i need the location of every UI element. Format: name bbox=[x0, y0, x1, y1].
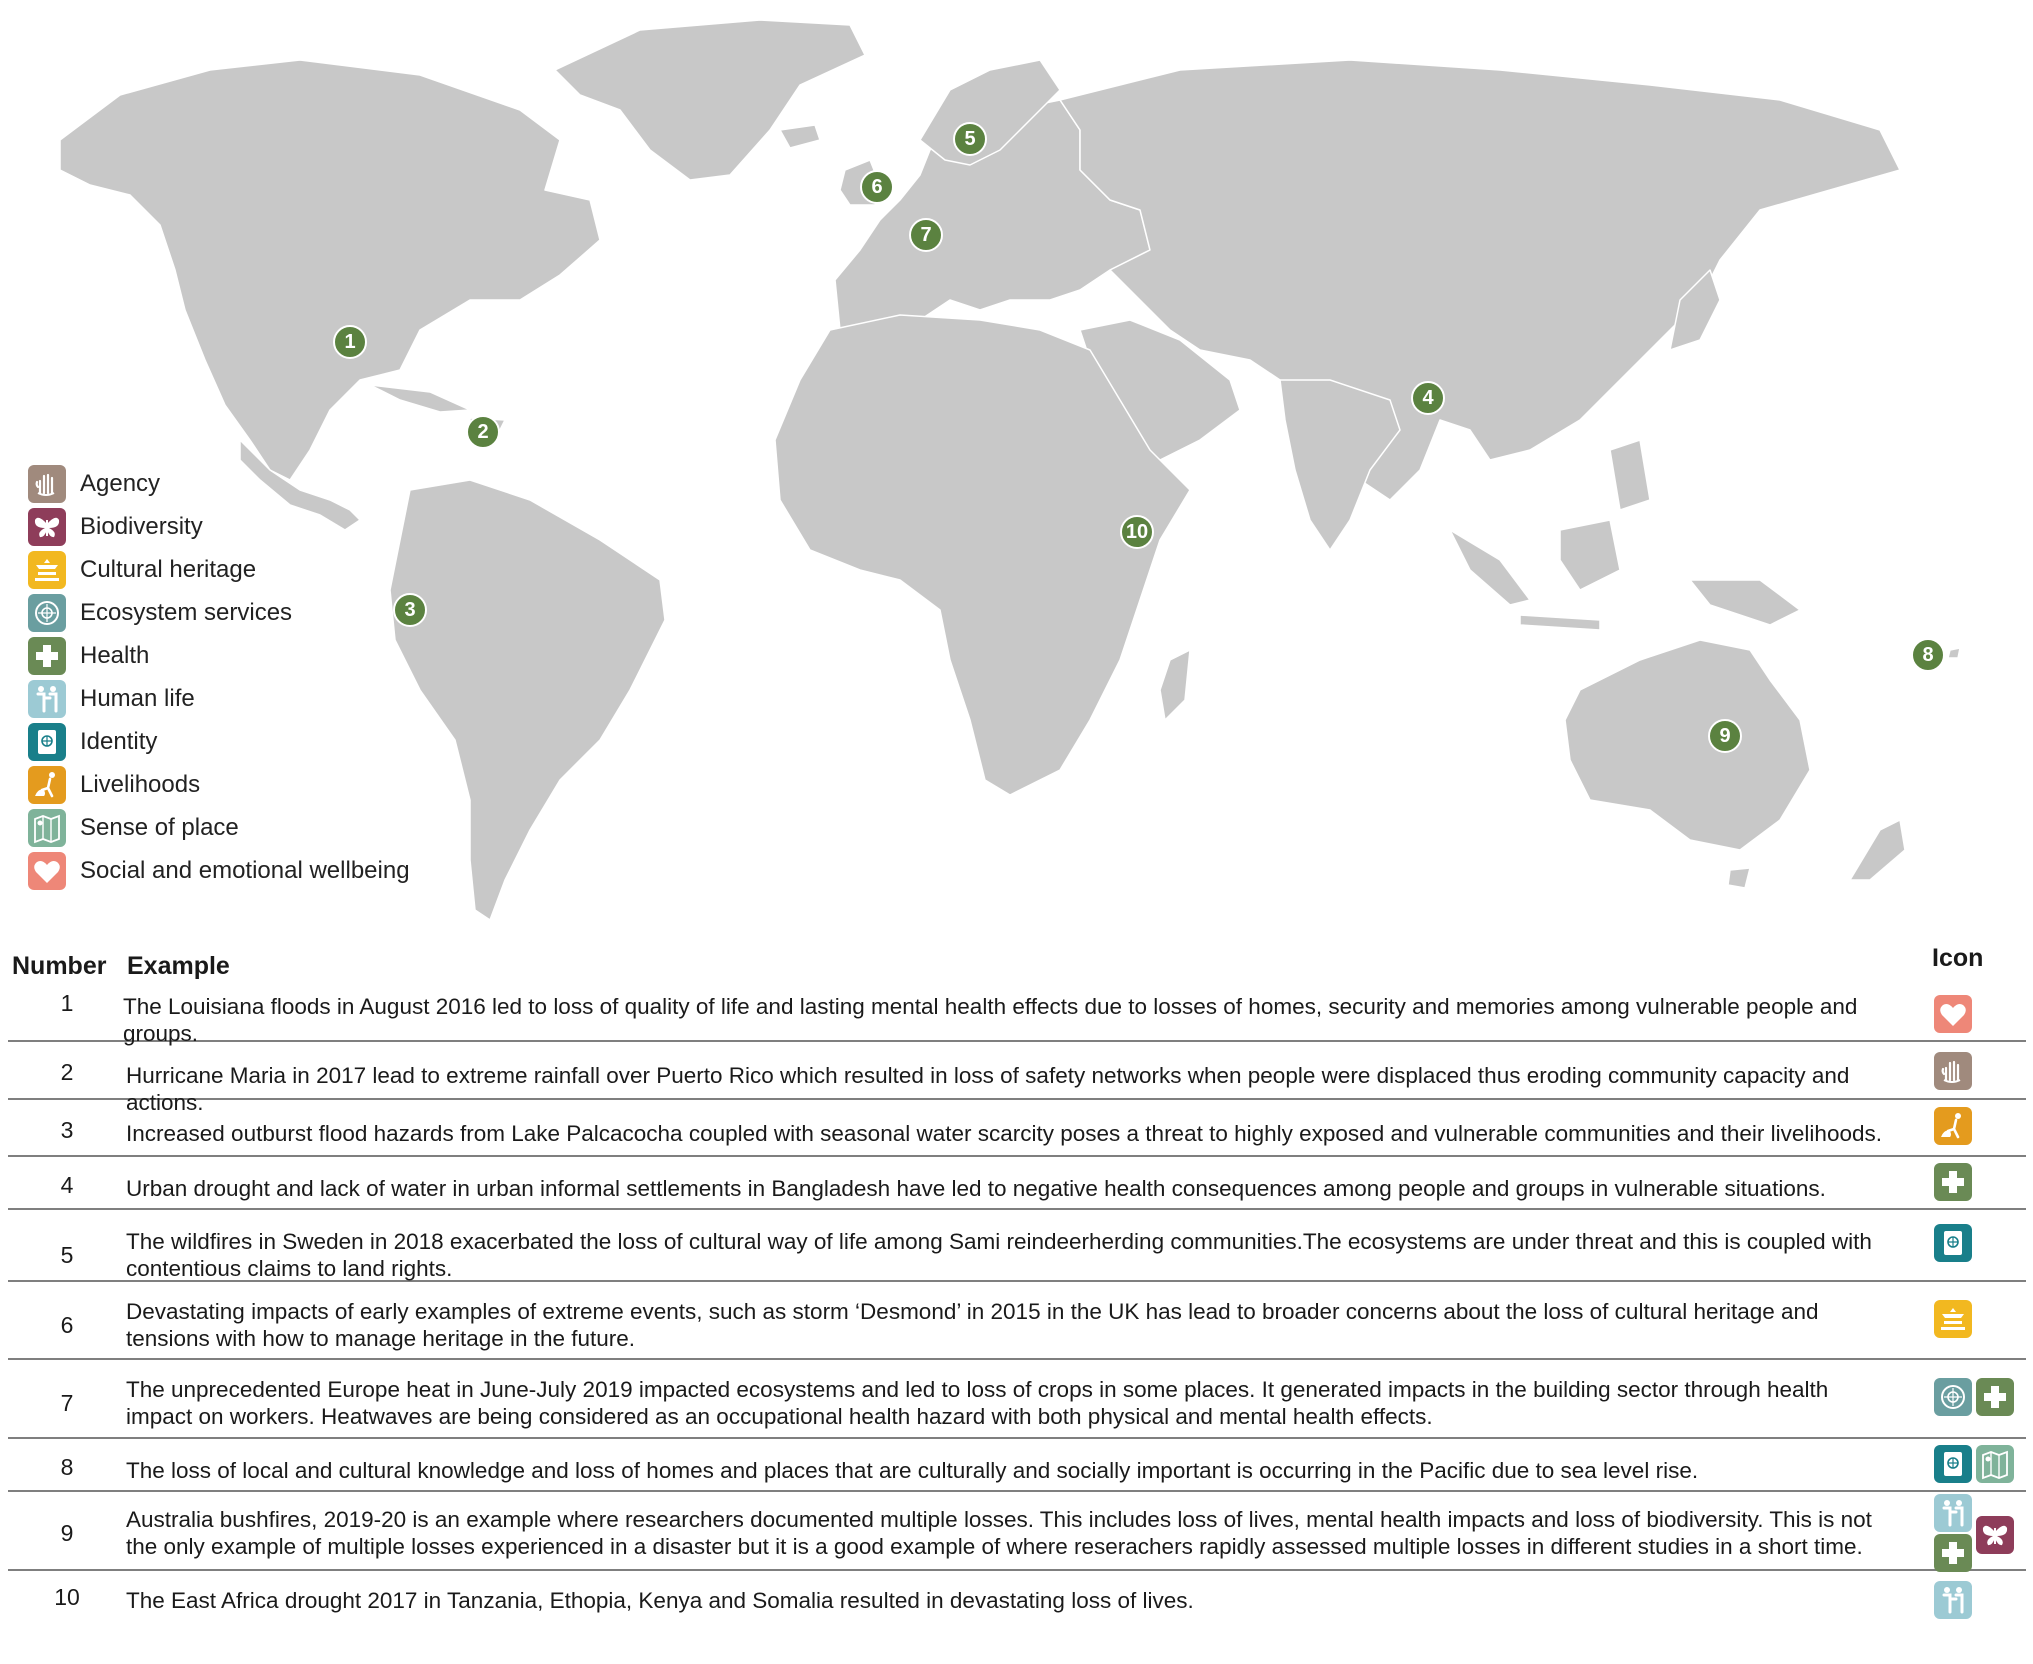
legend-label: Human life bbox=[80, 684, 195, 712]
identity-icon bbox=[1934, 1445, 1972, 1483]
ecosystem-services-icon bbox=[1934, 1378, 1972, 1416]
table-header-number: Number bbox=[12, 952, 107, 980]
table-row bbox=[8, 1358, 2026, 1439]
row-number: 6 bbox=[60, 1312, 74, 1338]
map-marker-3[interactable]: 3 bbox=[393, 593, 427, 627]
sumatra-island bbox=[1450, 530, 1530, 605]
row-number: 10 bbox=[54, 1584, 80, 1610]
legend-label: Health bbox=[80, 641, 150, 669]
legend-item-identity bbox=[28, 720, 410, 763]
row-number: 3 bbox=[60, 1117, 74, 1143]
map-marker-6[interactable]: 6 bbox=[860, 170, 894, 204]
table-row bbox=[8, 950, 2026, 1046]
row-number: 8 bbox=[60, 1454, 74, 1480]
table-row bbox=[8, 1490, 2026, 1571]
legend-item-agency bbox=[28, 462, 410, 505]
australia-landmass bbox=[1565, 640, 1810, 850]
java-island bbox=[1520, 615, 1600, 630]
cultural-heritage-icon bbox=[28, 551, 66, 589]
row-number: 4 bbox=[60, 1172, 74, 1198]
ecosystem-services-icon bbox=[28, 594, 66, 632]
legend-item-biodiversity bbox=[28, 505, 410, 548]
row-number: 7 bbox=[60, 1390, 74, 1416]
map-marker-2[interactable]: 2 bbox=[466, 415, 500, 449]
sense-of-place-icon bbox=[1976, 1445, 2014, 1483]
table-row bbox=[8, 1280, 2026, 1360]
row-example-text: The loss of local and cultural knowledge and loss of homes and places that are culturally and socially important is occurring in the Pacific due to sea level rise. bbox=[126, 1458, 1699, 1483]
human-life-icon bbox=[1934, 1581, 1972, 1619]
legend-item-human-life bbox=[28, 677, 410, 720]
human-life-icon bbox=[1934, 1494, 1972, 1532]
table-row bbox=[8, 1040, 2026, 1115]
social-wellbeing-icon bbox=[28, 852, 66, 890]
row-example-text: Urban drought and lack of water in urban informal settlements in Bangladesh have led to negative health consequences among people and groups in vulnerable situations. bbox=[126, 1176, 1826, 1201]
table-header-example: Example bbox=[127, 952, 230, 980]
row-example-text: Australia bushfires, 2019-20 is an example where researchers documented multiple losses. This includes loss of lives, mental health impacts and loss of biodiversity. This is not the only example of multiple losses experienced in a disaster but it is a good example of where reserachers rapidly assessed multiple losses in different studies in a short time. bbox=[126, 1507, 1872, 1559]
table-row bbox=[8, 1208, 2026, 1282]
legend-item-social-wellbeing bbox=[28, 849, 410, 892]
health-icon bbox=[1934, 1163, 1972, 1201]
row-number: 1 bbox=[60, 990, 74, 1016]
row-example-text: Devastating impacts of early examples of extreme events, such as storm ‘Desmond’ in 2015 in the UK has lead to broader concerns about the loss of cultural heritage and tensions with how to manage heritage in the future. bbox=[126, 1299, 1819, 1351]
new-zealand-island bbox=[1850, 820, 1905, 880]
human-life-icon bbox=[28, 680, 66, 718]
tasmania-island bbox=[1728, 868, 1750, 888]
legend-item-ecosystem-services bbox=[28, 591, 410, 634]
biodiversity-icon bbox=[28, 508, 66, 546]
row-example-text: Increased outburst flood hazards from Lake Palcacocha coupled with seasonal water scarcity poses a threat to highly exposed and vulnerable communities and their livelihoods. bbox=[126, 1121, 1882, 1146]
map-marker-10[interactable]: 10 bbox=[1120, 515, 1154, 549]
row-number: 9 bbox=[60, 1520, 74, 1546]
legend-item-cultural-heritage bbox=[28, 548, 410, 591]
map-marker-5[interactable]: 5 bbox=[953, 122, 987, 156]
cuba-island bbox=[370, 385, 470, 412]
south-america-landmass bbox=[390, 480, 665, 920]
table-header-icon: Icon bbox=[1932, 944, 1984, 972]
agency-icon bbox=[1934, 1052, 1972, 1090]
sense-of-place-icon bbox=[28, 809, 66, 847]
row-example-text: The unprecedented Europe heat in June-July 2019 impacted ecosystems and led to loss of crops in some places. It generated impacts in the building sector through health impact on workers. Heatwaves are being considered as an occupational health hazard with both physical and mental health effects. bbox=[126, 1377, 1829, 1429]
row-example-text: The East Africa drought 2017 in Tanzania, Ethopia, Kenya and Somalia resulted in devastating loss of lives. bbox=[126, 1588, 1194, 1613]
legend-label: Identity bbox=[80, 727, 158, 755]
legend-label: Cultural heritage bbox=[80, 555, 257, 583]
fiji-island bbox=[1948, 648, 1960, 658]
health-icon bbox=[1934, 1534, 1972, 1572]
cultural-heritage-icon bbox=[1934, 1300, 1972, 1338]
map-marker-9[interactable]: 9 bbox=[1708, 719, 1742, 753]
row-number: 5 bbox=[60, 1242, 74, 1268]
legend-label: Agency bbox=[80, 469, 161, 497]
legend-label: Livelihoods bbox=[80, 770, 201, 798]
social-wellbeing-icon bbox=[1934, 995, 1972, 1033]
table-row bbox=[8, 1569, 2026, 1624]
identity-icon bbox=[1934, 1224, 1972, 1262]
legend-item-health bbox=[28, 634, 410, 677]
legend-label: Biodiversity bbox=[80, 512, 203, 540]
row-number: 2 bbox=[60, 1059, 74, 1085]
row-example-text: Hurricane Maria in 2017 lead to extreme rainfall over Puerto Rico which resulted in loss of safety networks when people were displaced thus eroding community capacity and actions. bbox=[126, 1063, 1850, 1115]
biodiversity-icon bbox=[1976, 1516, 2014, 1554]
map-marker-8[interactable]: 8 bbox=[1911, 638, 1945, 672]
map-marker-4[interactable]: 4 bbox=[1411, 381, 1445, 415]
agency-icon bbox=[28, 465, 66, 503]
table-row bbox=[8, 1155, 2026, 1210]
legend-item-sense-of-place bbox=[28, 806, 410, 849]
identity-icon bbox=[28, 723, 66, 761]
legend-item-livelihoods bbox=[28, 763, 410, 806]
map-marker-7[interactable]: 7 bbox=[909, 218, 943, 252]
north-america-landmass bbox=[60, 60, 600, 480]
borneo-island bbox=[1560, 520, 1620, 590]
legend-label: Sense of place bbox=[80, 813, 239, 841]
map-legend bbox=[28, 462, 410, 892]
greenland-landmass bbox=[555, 20, 865, 180]
health-icon bbox=[28, 637, 66, 675]
row-example-text: The Louisiana floods in August 2016 led to loss of quality of life and lasting mental health effects due to losses of homes, security and memories among vulnerable people and groups. bbox=[123, 994, 1858, 1046]
madagascar-island bbox=[1160, 650, 1190, 720]
row-example-text: The wildfires in Sweden in 2018 exacerbated the loss of cultural way of life among Sami reindeerherding communities.The ecosystems are under threat and this is coupled with contentious claims to land rights. bbox=[126, 1229, 1872, 1281]
table-row bbox=[8, 1098, 2026, 1157]
map-marker-1[interactable]: 1 bbox=[333, 325, 367, 359]
table-row bbox=[8, 1437, 2026, 1492]
legend-label: Ecosystem services bbox=[80, 598, 293, 626]
new-guinea-island bbox=[1690, 580, 1800, 625]
philippines-island bbox=[1610, 440, 1650, 510]
livelihoods-icon bbox=[28, 766, 66, 804]
livelihoods-icon bbox=[1934, 1107, 1972, 1145]
health-icon bbox=[1976, 1378, 2014, 1416]
legend-label: Social and emotional wellbeing bbox=[80, 856, 410, 884]
iceland-island bbox=[780, 125, 820, 148]
